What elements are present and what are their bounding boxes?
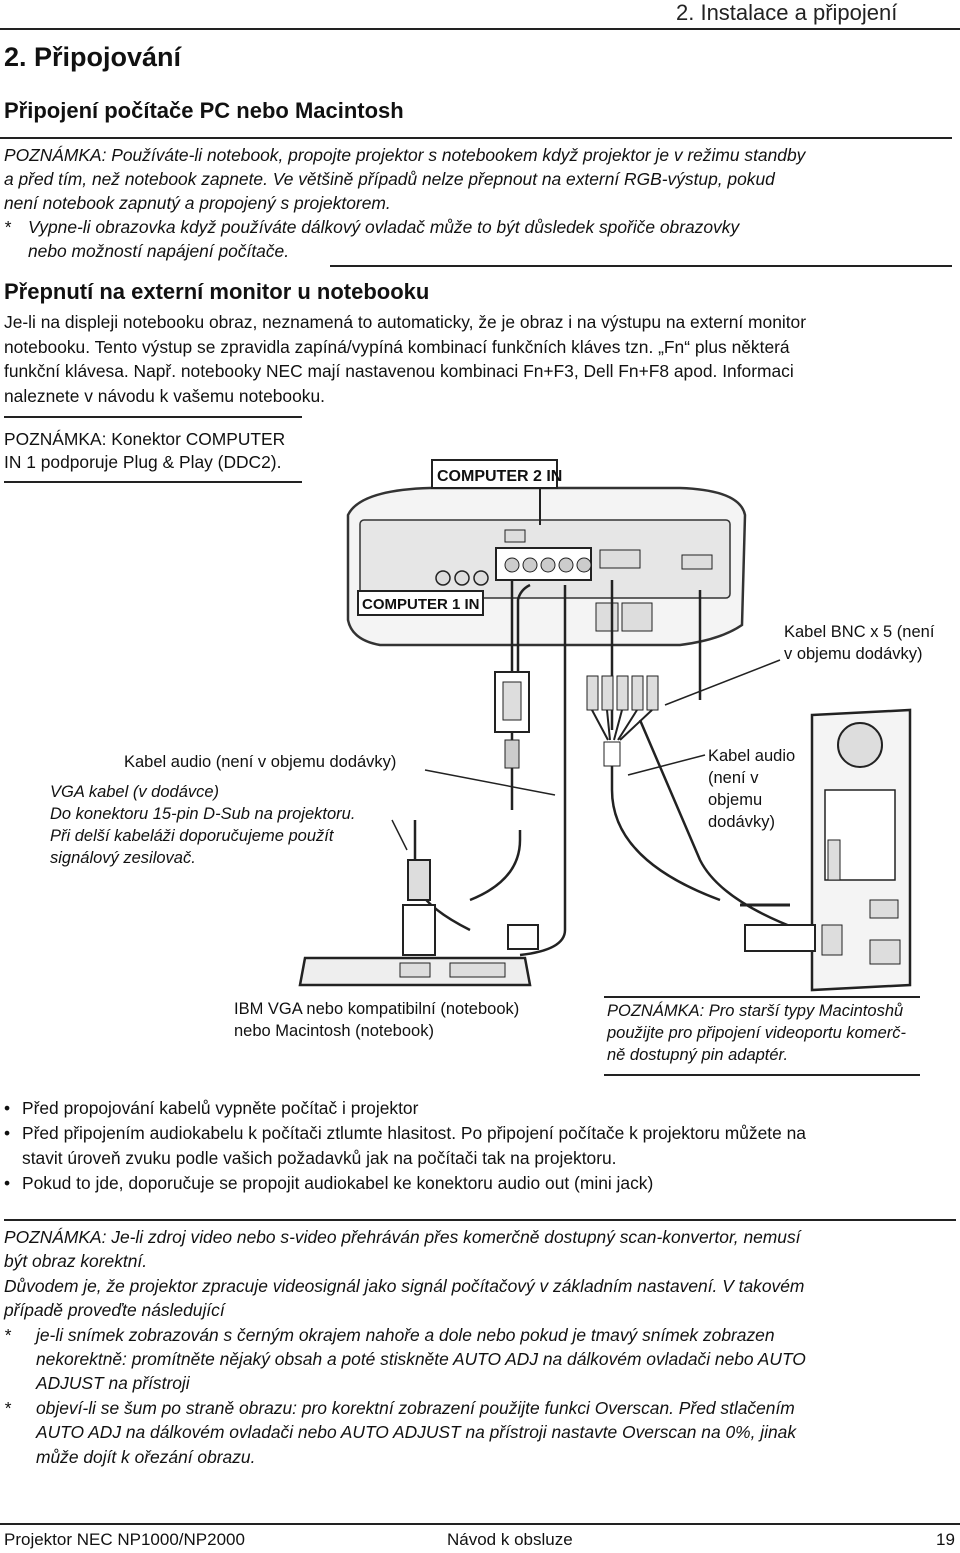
footer-rule <box>0 1523 960 1525</box>
note-star-item <box>4 1396 956 1420</box>
note-line: není notebook zapnutý a propojený s projektorem. <box>4 193 391 213</box>
divider <box>604 996 920 998</box>
note-line: ADJUST na přístroji <box>36 1373 190 1394</box>
audio-cable-label-left: Kabel audio (není v objemu dodávky) <box>124 753 397 771</box>
label-line: Kabel audio <box>708 747 796 765</box>
divider <box>330 265 952 267</box>
mac-adapter-note <box>607 1000 906 1066</box>
bullet: • <box>4 1098 11 1118</box>
note-line: POZNÁMKA: Konektor COMPUTER <box>4 429 286 449</box>
asterisk: * <box>4 217 11 237</box>
label-line: IBM VGA nebo kompatibilní (notebook) <box>234 1000 520 1018</box>
computer2-in-label: COMPUTER 2 IN <box>437 468 563 485</box>
external-monitor-heading: Přepnutí na externí monitor u notebooku <box>4 279 430 304</box>
chapter-header: 2. Instalace a připojení <box>676 0 898 25</box>
label-line: POZNÁMKA: Pro starší typy Macintoshů <box>607 1002 904 1020</box>
audio-cable-label-right <box>708 745 795 833</box>
list-item-cont <box>4 1146 956 1171</box>
note-line: a před tím, než notebook zapnete. Ve většině případů nelze přepnout na externí RGB-výstup, pokud <box>4 169 775 189</box>
list-item <box>4 1171 956 1196</box>
bnc-cable-label <box>784 621 934 665</box>
note-star-item-cont <box>4 239 956 263</box>
note-line: IN 1 podporuje Plug & Play (DDC2). <box>4 452 282 472</box>
external-monitor-text <box>4 310 956 408</box>
note-line: AUTO ADJ na dálkovém ovladači nebo AUTO ADJUST na přístroji nastavte Overscan na 0%, jinak <box>36 1422 797 1443</box>
list-item <box>4 1096 956 1121</box>
note-line: nebo možností napájení počítače. <box>28 241 290 261</box>
list-item <box>4 1121 956 1146</box>
asterisk: * <box>4 1324 11 1345</box>
footer-model: Projektor NEC NP1000/NP2000 <box>4 1530 245 1549</box>
note-star-item <box>4 215 956 239</box>
asterisk: * <box>4 1397 11 1418</box>
note-line: Vypne-li obrazovka když používáte dálkový ovladač může to být důsledek spořiče obrazovky <box>28 217 740 237</box>
label-line: (není v <box>708 769 759 787</box>
body-line: Je-li na displeji notebooku obraz, neznamená to automaticky, že je obraz i na výstupu na externí monitor <box>4 312 807 332</box>
label-line: Do konektoru 15-pin D-Sub na projektoru. <box>50 805 356 823</box>
label-line: VGA kabel (v dodávce) <box>50 783 220 801</box>
divider <box>4 1219 956 1221</box>
label-line: Kabel BNC x 5 (není <box>784 623 935 641</box>
projector-illustration <box>348 460 745 645</box>
label-line: ně dostupný pin adaptér. <box>607 1046 789 1064</box>
precautions-list <box>4 1096 956 1196</box>
bullet: • <box>4 1123 11 1143</box>
note-line: POZNÁMKA: Je-li zdroj video nebo s-video přehráván přes komerčně dostupný scan-konvertor, nemusí <box>4 1227 801 1247</box>
note-star-item <box>4 1323 956 1347</box>
section-title: 2. Připojování <box>4 42 182 72</box>
note-line: být obraz korektní. <box>4 1251 148 1272</box>
label-line: objemu <box>708 791 763 809</box>
note-notebook <box>4 143 956 263</box>
list-item-text: stavit úroveň zvuku podle vašich požadavků jak na počítači tak na projektoru. <box>22 1148 617 1168</box>
vga-cable-label <box>50 781 355 869</box>
label-line: použijte pro připojení videoportu komerč- <box>607 1024 906 1042</box>
footer-manual: Návod k obsluze <box>447 1530 573 1549</box>
body-line: notebooku. Tento výstup se zpravidla zapíná/vypíná kombinací funkčních kláves tzn. „Fn“ plus některá <box>4 336 790 357</box>
label-line: Při delší kabeláži doporučujeme použít <box>50 827 334 845</box>
note-line: nekorektně: promítněte nějaký obsah a poté stiskněte AUTO ADJ na dálkovém ovladači nebo AUTO <box>36 1349 806 1370</box>
divider <box>604 1074 920 1076</box>
divider <box>4 416 302 418</box>
header-rule <box>0 28 960 30</box>
label-line: v objemu dodávky) <box>784 645 923 663</box>
note-line: je-li snímek zobrazován s černým okrajem nahoře a dole nebo pokud je tmavý snímek zobrazen <box>36 1324 775 1345</box>
page-number: 19 <box>936 1530 955 1549</box>
computer1-in-label: COMPUTER 1 IN <box>362 596 480 613</box>
list-item-text: Před propojování kabelů vypněte počítač i projektor <box>22 1098 419 1118</box>
note-line: POZNÁMKA: Používáte-li notebook, propojte projektor s notebookem když projektor je v režimu standby <box>4 145 806 165</box>
bnc-connectors <box>587 676 658 766</box>
body-line: naleznete v návodu k vašemu notebooku. <box>4 385 325 406</box>
bullet: • <box>4 1173 11 1193</box>
note-scan-converter <box>4 1225 956 1469</box>
ferrite-core <box>505 740 519 768</box>
list-item-text: Pokud to jde, doporučuje se propojit audiokabel ke konektoru audio out (mini jack) <box>22 1173 654 1193</box>
label-line: signálový zesilovač. <box>50 849 196 867</box>
list-item-text: Před připojením audiokabelu k počítači ztlumte hlasitost. Po připojení počítače k projektoru můžete na <box>22 1123 806 1143</box>
connection-diagram <box>0 455 960 995</box>
divider <box>0 137 952 139</box>
section-subtitle: Připojení počítače PC nebo Macintosh <box>4 98 404 123</box>
laptop-label <box>234 998 519 1042</box>
note-line: může dojít k ořezání obrazu. <box>36 1446 256 1467</box>
body-line: funkční klávesa. Např. notebooky NEC mají nastavenou kombinaci Fn+F3, Dell Fn+F8 apod. Informaci <box>4 361 794 381</box>
laptop-illustration <box>300 860 538 985</box>
note-line: objeví-li se šum po straně obrazu: pro korektní zobrazení použijte funkci Overscan. Před stlačením <box>36 1397 795 1418</box>
note-line: Důvodem je, že projektor zpracuje videosignál jako signál počítačový v základním nastavení. V takovém <box>4 1275 805 1296</box>
label-line: nebo Macintosh (notebook) <box>234 1022 434 1040</box>
label-line: dodávky) <box>708 813 775 831</box>
note-line: případě proveďte následující <box>4 1300 225 1321</box>
